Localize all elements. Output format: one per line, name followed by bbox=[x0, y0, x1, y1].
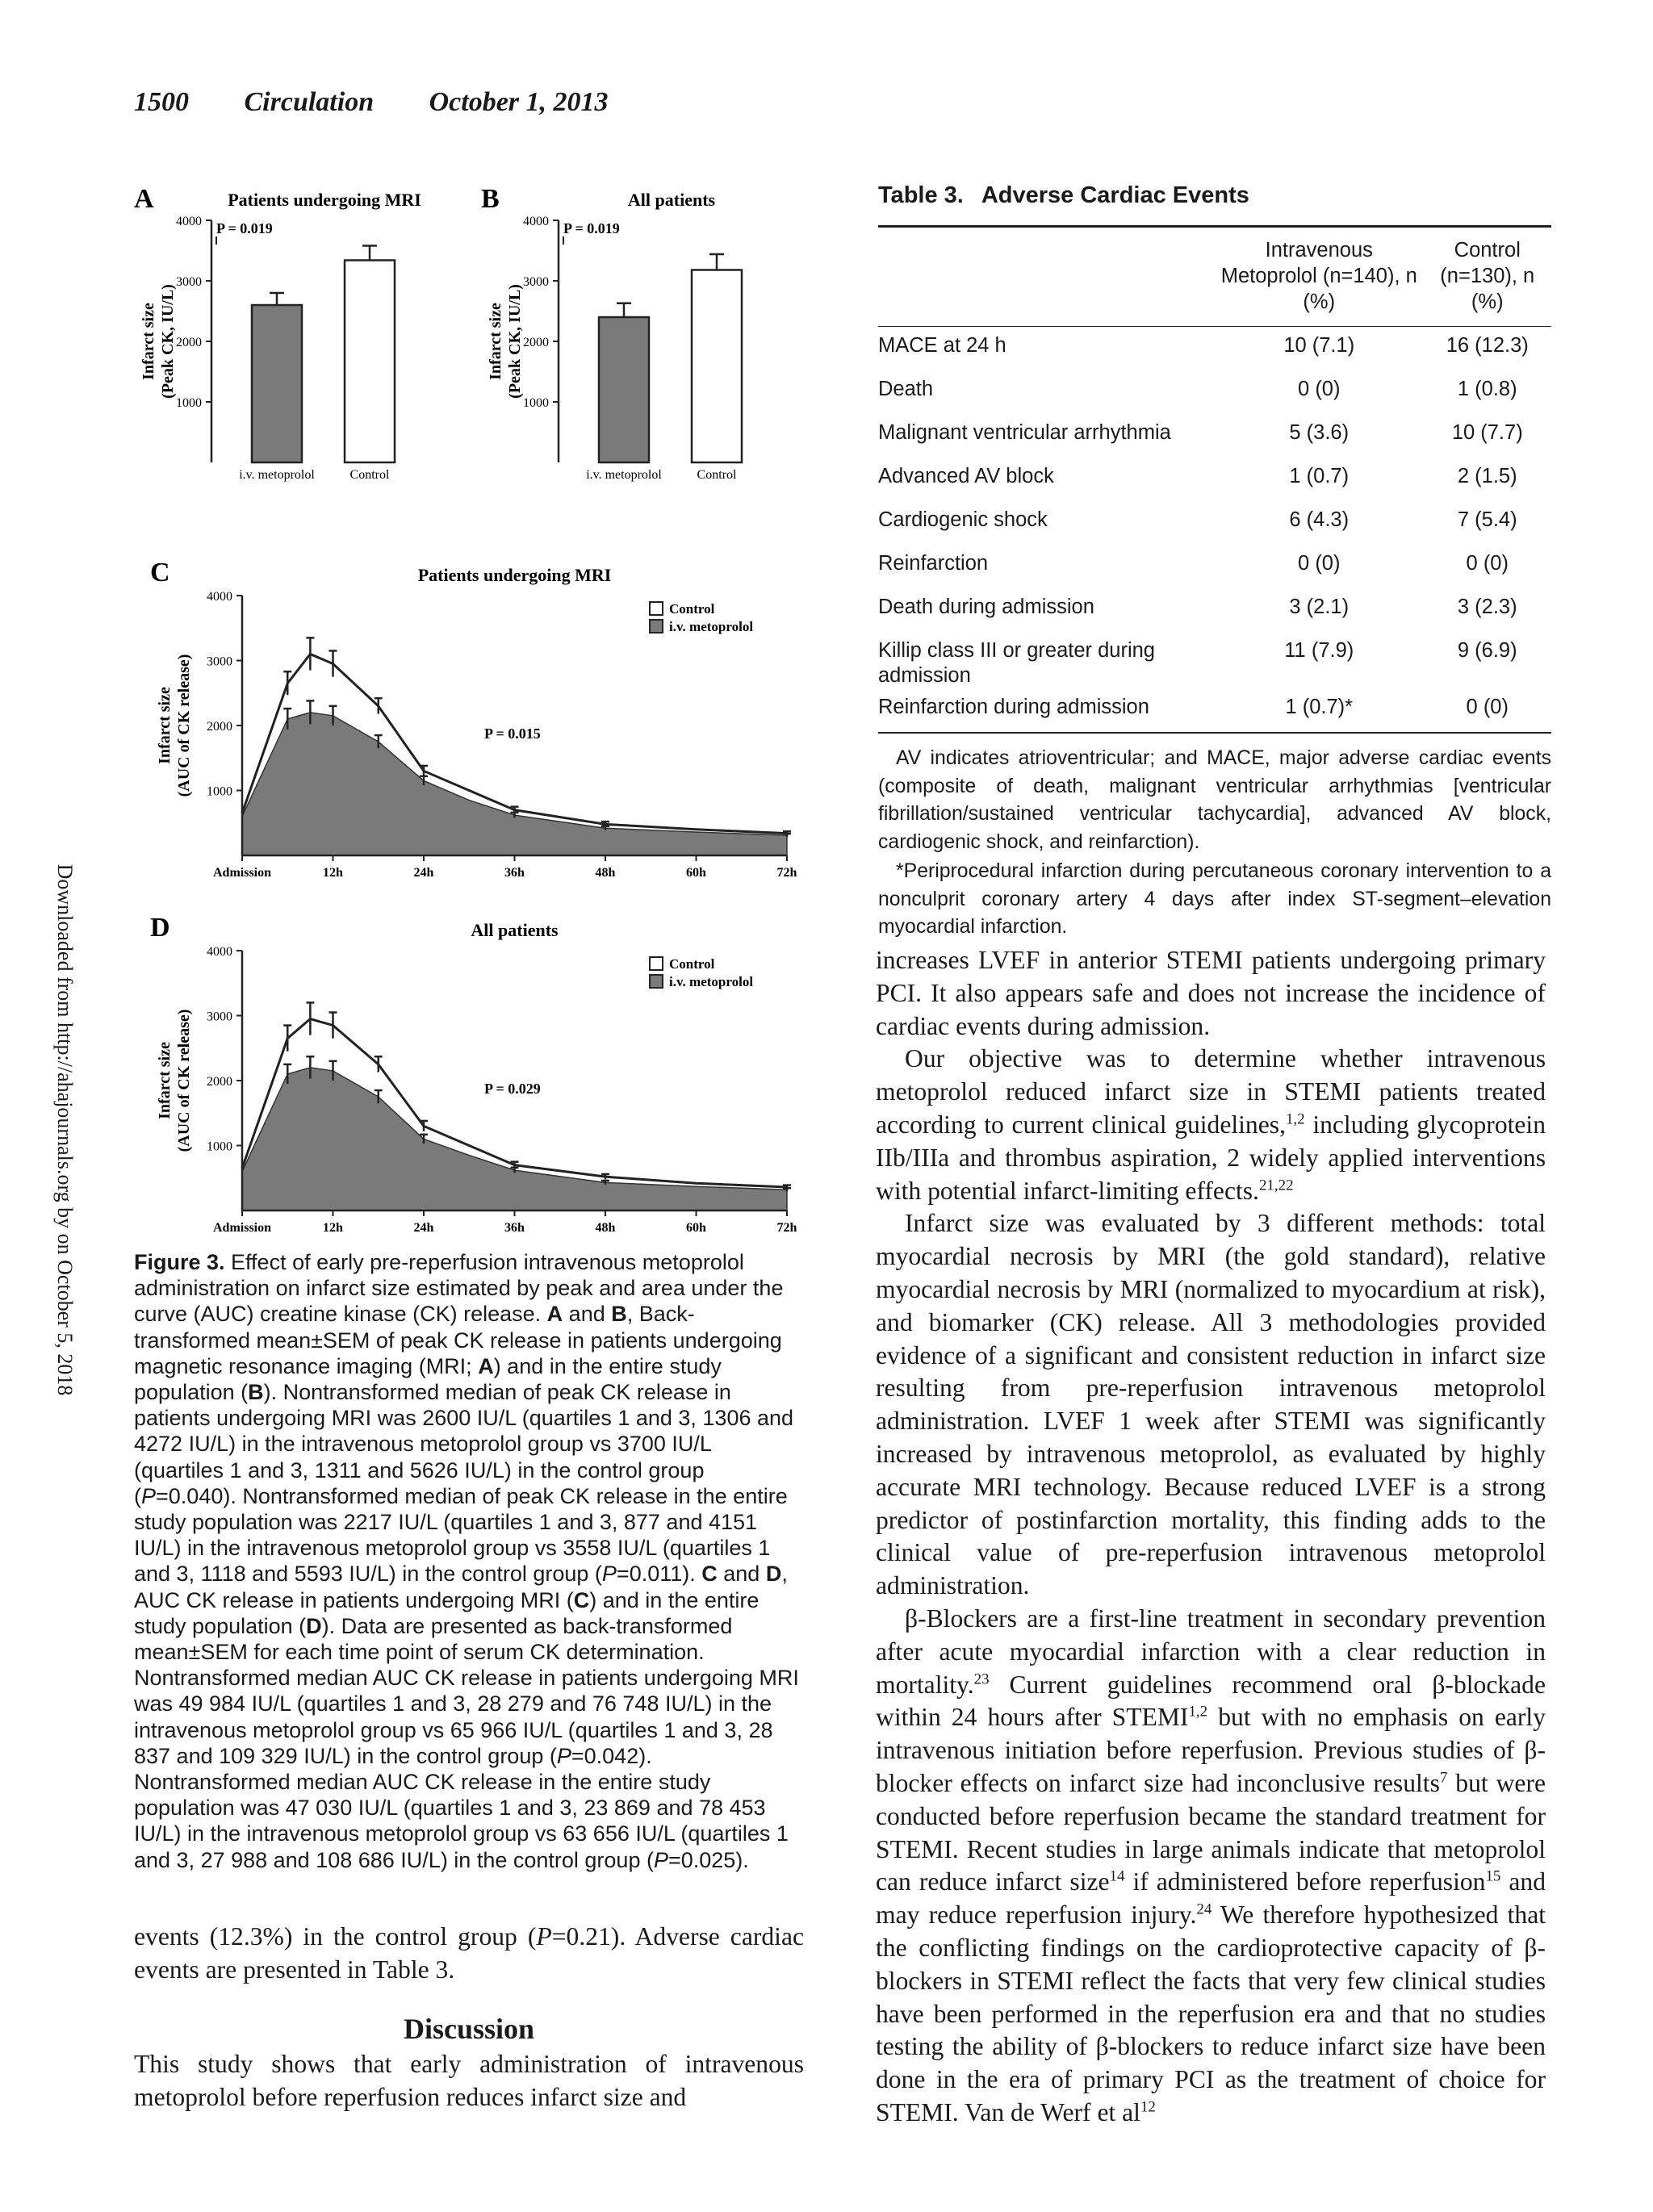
x-tick-label: 48h bbox=[595, 1221, 616, 1235]
adverse-events-table bbox=[878, 228, 1551, 734]
y-tick-label: 3000 bbox=[523, 275, 549, 289]
y-tick-label: 1000 bbox=[523, 396, 549, 410]
table-cell: 16 (12.3) bbox=[1446, 334, 1529, 357]
table-cell: 0 (0) bbox=[1298, 552, 1341, 575]
table-cell: 0 (0) bbox=[1466, 696, 1509, 718]
x-tick-label: 24h bbox=[413, 866, 434, 880]
paragraph: β-Blockers are a first-line treatment in secondary prevention after acute myocardial infarction with a clear reduction in mortality.$^{23}$ Current guidelines recommend oral β-blockade within 24 hours after STEMI$^{1,2}$ but with no emphasis on early intravenous initiation before reperfusion. Previous studies of β-blocker effects on infarct size had inconclusive results$^7$ but were conducted before reperfusion became the standard treatment for STEMI. Recent studies in large animals indicate that metoprolol can reduce infarct size$^{14}$ if administered before reperfusion$^{15}$ and may reduce reperfusion injury.$^{24}$ We therefore hypothesized that the conflicting findings on the cardioprotective capacity of β-blockers in STEMI reflect the facts that very few clinical studies have been performed in the reperfusion era and that no studies testing the ability of β-blockers to reduce infarct size have been done in the era of primary PCI as the treatment of choice for STEMI. Van de Werf et $al^{12}$ bbox=[876, 1604, 1546, 2126]
table-cell: 2 (1.5) bbox=[1457, 465, 1517, 487]
table-cell: 0 (0) bbox=[1466, 552, 1509, 575]
table-cell: 3 (2.1) bbox=[1289, 596, 1350, 618]
paragraph: This study shows that early administration of intravenous metoprolol before reperfusion reduces infarct size and bbox=[134, 2050, 804, 2112]
figure-label: Figure 3. bbox=[134, 1250, 225, 1274]
table-row bbox=[878, 501, 1551, 545]
figure-caption: Figure 3. Effect of early pre-reperfusion intravenous metoprolol administration on infarct size estimated by peak and area under the curve (AUC) creatine kinase (CK) release. A and B, Back-transformed mean±SEM of peak CK release in patients undergoing magnetic resonance imaging (MRI; A) and in the entire study population (B). Nontransformed median of peak CK release in patients undergoing MRI was 2600 IU/L (quartiles 1 and 3, 1306 and 4272 IU/L) in the intravenous metoprolol group vs 3700 IU/L (quartiles 1 and 3, 1311 and 5626 IU/L) in the control group (P=0.040). Nontransformed median of peak CK release in the entire study population was 2217 IU/L (quartiles 1 and 3, 877 and 4151 IU/L) in the intravenous metoprolol group vs 3558 IU/L (quartiles 1 and 3, 1118 and 5593 IU/L) in the control group (P=0.011). C and D, AUC CK release in patients undergoing MRI (C) and in the entire study population (D). Data are presented as back-transformed mean±SEM for each time point of serum CK determination. Nontransformed median AUC CK release in patients undergoing MRI was 49 984 IU/L (quartiles 1 and 3, 28 279 and 76 748 IU/L) in the intravenous metoprolol group vs 65 966 IU/L (quartiles 1 and 3, 28 837 and 109 329 IU/L) in the control group (P=0.042). Nontransformed median AUC CK release in the entire study population was 47 030 IU/L (quartiles 1 and 3, 23 869 and 78 453 IU/L) in the intravenous metoprolol group vs 63 656 IU/L (quartiles 1 and 3, 27 988 and 108 686 IU/L) in the control group (P=0.025). bbox=[134, 1250, 799, 1872]
p-value: P = 0.029 bbox=[484, 1081, 541, 1098]
x-tick-label: 36h bbox=[504, 1221, 525, 1235]
legend-swatch bbox=[650, 975, 663, 988]
paragraph: increases LVEF in anterior STEMI patients undergoing primary PCI. It also appears safe and does not increase the incidence of cardiac events during admission. bbox=[876, 946, 1546, 1040]
column-header: Control (n=130), n (%) bbox=[1440, 239, 1535, 313]
table-footnotes bbox=[878, 745, 1551, 942]
x-tick-label: 48h bbox=[595, 866, 616, 880]
chart-title: Patients undergoing MRI bbox=[228, 190, 421, 210]
table-cell: 10 (7.7) bbox=[1451, 421, 1523, 444]
y-tick-label: 4000 bbox=[207, 590, 232, 604]
chart-title: Patients undergoing MRI bbox=[417, 565, 612, 585]
y-tick-label: 4000 bbox=[176, 215, 202, 228]
legend-label: Control bbox=[669, 601, 715, 617]
y-tick-label: 1000 bbox=[176, 396, 202, 410]
legend-label: Control bbox=[669, 956, 715, 972]
table-row bbox=[878, 545, 1551, 588]
row-label: Reinfarction during admission bbox=[878, 696, 1149, 718]
p-value: P = 0.015 bbox=[484, 725, 541, 742]
x-tick-label: Admission bbox=[212, 1221, 272, 1235]
table-cell: 10 (7.1) bbox=[1283, 334, 1355, 357]
figure-3-panel-a bbox=[129, 182, 468, 537]
right-column-text bbox=[876, 944, 1546, 2130]
panel-letter: A bbox=[134, 184, 154, 214]
table-row bbox=[878, 632, 1551, 688]
row-label: Cardiogenic shock bbox=[878, 508, 1048, 531]
x-tick-label: Admission bbox=[212, 866, 272, 880]
y-tick-label: 3000 bbox=[176, 275, 202, 289]
x-tick-label: Control bbox=[349, 468, 390, 482]
running-header bbox=[134, 87, 657, 118]
table-cell: 6 (4.3) bbox=[1289, 508, 1350, 531]
issue-date: October 1, 2013 bbox=[429, 87, 609, 117]
paragraph: events (12.3%) in the control group (P=0.21). Adverse cardiac events are presented in Table 3. bbox=[134, 1922, 804, 1984]
p-value: P = 0.019 bbox=[216, 220, 273, 236]
y-tick-label: 2000 bbox=[523, 336, 549, 349]
page-number: 1500 bbox=[134, 87, 189, 117]
y-axis-label: Infarct size (AUC of CK release) bbox=[156, 654, 193, 797]
table-cell: 7 (5.4) bbox=[1457, 508, 1517, 531]
y-tick-label: 2000 bbox=[176, 336, 202, 349]
x-tick-label: i.v. metoprolol bbox=[239, 468, 315, 482]
panel-letter: D bbox=[150, 913, 170, 943]
table-cell: 1 (0.7)* bbox=[1285, 696, 1354, 718]
table-cell: 0 (0) bbox=[1298, 378, 1341, 400]
table-cell: 11 (7.9) bbox=[1284, 639, 1354, 662]
table-title: Table 3. Adverse Cardiac Events bbox=[878, 182, 1551, 228]
table-row bbox=[878, 327, 1551, 371]
bar bbox=[345, 261, 395, 463]
row-label: Reinfarction bbox=[878, 552, 989, 575]
section-heading: Discussion bbox=[403, 2012, 535, 2045]
y-tick-label: 2000 bbox=[207, 720, 232, 734]
y-axis-label: Infarct size (AUC of CK release) bbox=[156, 1009, 193, 1152]
y-tick-label: 4000 bbox=[523, 215, 549, 228]
figure-3-panel-c bbox=[129, 557, 815, 900]
table-row bbox=[878, 414, 1551, 458]
x-tick-label: 60h bbox=[686, 1221, 706, 1235]
x-tick-label: i.v. metoprolol bbox=[586, 468, 662, 482]
paragraph: Our objective was to determine whether intravenous metoprolol reduced infarct size in STEMI patients treated according to current clinical guidelines,$^{1,2}$ including glycoprotein IIb/IIIa and thrombus aspiration, 2 widely applied interventions with potential infarct-limiting effects.$^{21,22}$ bbox=[876, 1044, 1546, 1205]
bar bbox=[599, 317, 649, 462]
table-row bbox=[878, 370, 1551, 414]
footnote: *Periprocedural infarction during percutaneous coronary intervention to a nonculprit coronary artery 4 days after index ST-segment–elevation myocardial infarction. bbox=[878, 860, 1551, 938]
row-label: Advanced AV block bbox=[878, 465, 1054, 487]
y-tick-label: 4000 bbox=[207, 945, 232, 959]
table-cell: 3 (2.3) bbox=[1457, 596, 1517, 618]
download-note: Downloaded from http://ahajournals.org by on October 5, 2018 bbox=[53, 863, 77, 1396]
left-column-text bbox=[134, 1921, 804, 2114]
y-tick-label: 1000 bbox=[207, 784, 232, 799]
paragraph: Infarct size was evaluated by 3 different methods: total myocardial necrosis by MRI (the gold standard), relative myocardial necrosis by MRI (normalized to myocardium at risk), and biomarker (CK) release. All 3 methodologies provided evidence of a significant and consistent reduction in infarct size resulting from pre-reperfusion intravenous metoprolol administration. LVEF 1 week after STEMI was significantly increased by intravenous metoprolol, as evaluated by highly accurate MRI technology. Because reduced LVEF is a strong predictor of postinfarction mortality, this finding adds to the clinical value of pre-reperfusion intravenous metoprolol administration. bbox=[876, 1209, 1546, 1600]
legend-swatch bbox=[650, 957, 663, 970]
y-axis-label: Infarct size (Peak CK, IU/L) bbox=[140, 284, 177, 399]
y-tick-label: 3000 bbox=[207, 654, 232, 669]
x-tick-label: 36h bbox=[504, 866, 525, 880]
bar bbox=[252, 305, 302, 462]
table-row bbox=[878, 458, 1551, 501]
panel-letter: B bbox=[481, 184, 500, 214]
x-tick-label: 24h bbox=[413, 1221, 434, 1235]
x-tick-label: Control bbox=[697, 468, 737, 482]
row-label: Malignant ventricular arrhythmia bbox=[878, 421, 1171, 444]
journal-name: Circulation bbox=[244, 87, 375, 117]
table-cell: 5 (3.6) bbox=[1289, 421, 1350, 444]
legend-label: i.v. metoprolol bbox=[669, 619, 754, 634]
y-tick-label: 3000 bbox=[207, 1010, 232, 1024]
table-cell: 1 (0.7) bbox=[1289, 465, 1350, 487]
row-label: Killip class III or greater during admission bbox=[878, 639, 1155, 687]
legend-swatch bbox=[650, 620, 663, 633]
legend-swatch bbox=[650, 602, 663, 615]
row-label: Death during admission bbox=[878, 596, 1094, 618]
x-tick-label: 72h bbox=[776, 1221, 797, 1235]
y-axis-label: Infarct size (Peak CK, IU/L) bbox=[487, 284, 524, 399]
table-row bbox=[878, 588, 1551, 632]
x-tick-label: 72h bbox=[776, 866, 797, 880]
y-tick-label: 1000 bbox=[207, 1139, 232, 1154]
p-value: P = 0.019 bbox=[563, 220, 620, 236]
chart-title: All patients bbox=[627, 190, 716, 210]
figure-3-panel-d bbox=[129, 912, 815, 1247]
bar bbox=[692, 270, 742, 463]
chart-title: All patients bbox=[471, 920, 559, 940]
column-header: Intravenous Metoprolol (n=140), n (%) bbox=[1220, 239, 1417, 313]
panel-letter: C bbox=[150, 558, 170, 587]
x-tick-label: 12h bbox=[323, 1221, 343, 1235]
figure-3-panel-b bbox=[476, 182, 815, 537]
x-tick-label: 60h bbox=[686, 866, 706, 880]
x-tick-label: 12h bbox=[323, 866, 343, 880]
row-label: Death bbox=[878, 378, 934, 400]
table-cell: 1 (0.8) bbox=[1457, 378, 1517, 400]
column-header bbox=[878, 228, 1215, 327]
legend-label: i.v. metoprolol bbox=[669, 974, 754, 989]
table-3 bbox=[878, 182, 1551, 943]
footnote: AV indicates atrioventricular; and MACE, major adverse cardiac events (composite of death, malignant ventricular arrhythmias [ventricular fibrillation/sustained ventricular tachycardia], advanced AV block, cardiogenic shock, and reinfarction). bbox=[878, 747, 1551, 853]
table-row bbox=[878, 688, 1551, 733]
y-tick-label: 2000 bbox=[207, 1075, 232, 1089]
row-label: MACE at 24 h bbox=[878, 334, 1006, 357]
table-cell: 9 (6.9) bbox=[1457, 639, 1517, 662]
